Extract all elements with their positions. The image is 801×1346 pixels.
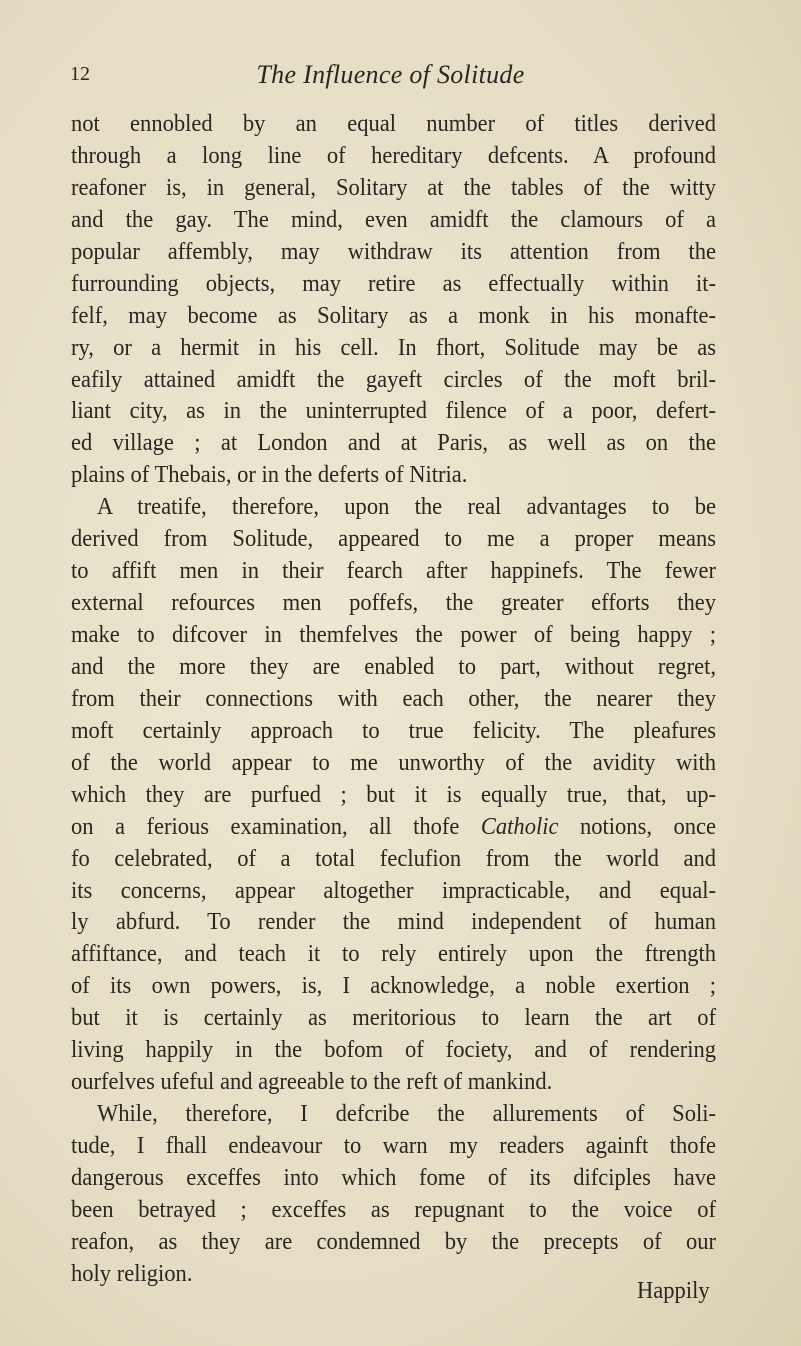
line-text: and the more they are enabled to part, without regret, [71,652,717,680]
text-line [71,268,716,300]
text-line [71,300,716,332]
line-text: been betrayed ; exceffes as repugnant to the voice of [71,1195,717,1223]
line-text: of its own powers, is, I acknowledge, a noble exertion ; [71,972,717,1000]
line-text: external refources men poffefs, the greater efforts they [71,589,717,617]
italic-text: Catholic [480,812,559,840]
text-line [71,236,716,268]
line-text: on a ferious examination, all thofe [71,812,481,840]
text-line [71,427,716,459]
line-text: reafoner is, in general, Solitary at the tables of the witty [71,173,717,201]
line-text: eafily attained amidft the gayeft circles of the moft bril- [71,365,717,393]
line-text: liant city, as in the uninterrupted filence of a poor, defert- [71,397,717,425]
line-text: ed village ; at London and at Paris, as well as on the [71,429,717,457]
text-line [71,395,716,427]
text-line [71,364,716,396]
text-line [71,779,716,811]
line-text: felf, may become as Solitary as a monk in his monafte- [71,301,717,329]
line-text: ry, or a hermit in his cell. In fhort, Solitude may be as [71,333,717,361]
text-line [71,140,716,172]
running-title [0,60,801,90]
line-text: fo celebrated, of a total feclufion from the world and [71,844,717,872]
text-line [71,1194,716,1226]
line-text: holy religion. [71,1259,193,1287]
text-line [71,555,716,587]
line-text: furrounding objects, may retire as effectually within it- [71,269,717,297]
text-line [71,523,716,555]
catchword: Happily [637,1277,710,1304]
line-text: popular affembly, may withdraw its attention from the [71,237,717,265]
line-text: from their connections with each other, the nearer they [71,684,717,712]
line-text: and the gay. The mind, even amidft the clamours of a [71,205,717,233]
text-line [71,1130,716,1162]
text-line [71,938,716,970]
line-text: reafon, as they are condemned by the precepts of our [71,1227,717,1255]
text-line [71,1098,716,1130]
line-text: plains of Thebais, or in the deferts of Nitria. [71,461,468,489]
text-line [71,1002,716,1034]
line-text: affiftance, and teach it to rely entirely upon the ftrength [71,940,717,968]
line-text: living happily in the bofom of fociety, and of rendering [71,1036,717,1064]
text-line [71,587,716,619]
running-title-text: The Influence of Solitude [256,60,525,89]
text-line [71,1162,716,1194]
line-text: ly abfurd. To render the mind independent of human [71,908,717,936]
text-line [71,491,716,523]
text-line [71,204,716,236]
text-line [71,843,716,875]
text-line [71,906,716,938]
text-line [71,332,716,364]
text-line [71,1258,716,1290]
text-line [71,459,716,491]
text-line [71,683,716,715]
paragraph [71,1098,716,1290]
line-text: to affift men in their fearch after happinefs. The fewer [71,557,717,585]
text-line [71,875,716,907]
text-line [71,172,716,204]
line-text: dangerous exceffes into which fome of its difciples have [71,1163,717,1191]
line-text: its concerns, appear altogether impracticable, and equal- [71,876,717,904]
line-text: which they are purfued ; but it is equally true, that, up- [71,780,717,808]
text-line [71,108,716,140]
line-text: of the world appear to me unworthy of the avidity with [71,748,717,776]
line-text: While, therefore, I defcribe the allurements of Soli- [97,1100,717,1128]
line-text: ourfelves ufeful and agreeable to the reft of mankind. [71,1068,553,1096]
text-line [71,1034,716,1066]
text-line [71,747,716,779]
line-text: derived from Solitude, appeared to me a proper means [71,525,717,553]
body-text [71,108,716,1290]
text-line [71,811,716,843]
line-text: notions, once [558,812,717,840]
text-line [71,619,716,651]
line-text: make to difcover in themfelves the power of being happy ; [71,621,717,648]
page-number: 12 [70,63,90,85]
line-text: tude, I fhall endeavour to warn my readers againft thofe [71,1132,717,1159]
line-text: through a long line of hereditary defcents. A profound [71,141,717,169]
paragraph [71,491,716,1098]
line-text: not ennobled by an equal number of titles derived [71,110,717,137]
text-line [71,1226,716,1258]
text-line [71,715,716,747]
text-line [71,1066,716,1098]
text-line [71,651,716,683]
line-text: moft certainly approach to true felicity. The pleafures [71,716,717,744]
text-line [71,970,716,1002]
line-text: A treatife, therefore, upon the real advantages to be [97,493,717,521]
line-text: but it is certainly as meritorious to learn the art of [71,1004,717,1032]
paragraph [71,108,716,491]
